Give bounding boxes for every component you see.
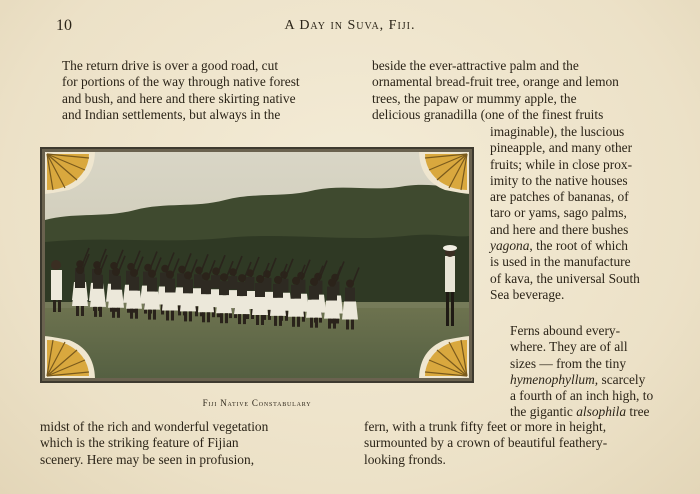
text-line: where. They are of all (510, 339, 628, 355)
fan-ornament-bottom-right (419, 336, 469, 378)
italic-term: hymenophyllum, (510, 371, 599, 387)
text-line: looking fronds. (364, 451, 446, 467)
fan-ornament-top-left (45, 152, 95, 194)
text-line: and here and there bushes (490, 221, 629, 237)
text-line: a fourth of an inch high, to (510, 388, 654, 404)
text-line: is used in the manufacture (490, 254, 631, 270)
text-line: and bush, and here and there skirting native (62, 90, 296, 106)
text-line: surmounted by a crown of beautiful feathery- (364, 435, 608, 451)
fan-ornament-top-right (419, 152, 469, 194)
text-line: midst of the rich and wonderful vegetation (40, 419, 269, 434)
text-fragment: tree (626, 404, 650, 420)
photo-illustration (45, 152, 469, 378)
text-line: Sea beverage. (490, 286, 565, 302)
text-line: Ferns abound every- (510, 323, 621, 338)
italic-term: alsophila (576, 404, 627, 420)
text-line: The return drive is over a good road, cut (62, 58, 279, 73)
text-line: sizes — from the tiny (510, 355, 627, 371)
text-line: for portions of the way through native forest (62, 74, 300, 90)
text-line: delicious granadilla (one of the finest fruits (372, 106, 604, 122)
running-title: A Day in Suva, Fiji. (284, 18, 416, 33)
text-line: beside the ever-attractive palm and the (372, 58, 579, 73)
text-line: trees, the papaw or mummy apple, the (372, 90, 577, 106)
text-line (482, 238, 666, 254)
text-line (482, 372, 666, 388)
ferns-paragraph (482, 323, 666, 421)
left-column-bottom-paragraph (40, 419, 334, 468)
text-fragment: the gigantic (510, 404, 577, 420)
text-line: and Indian settlements, but always in the (62, 106, 281, 122)
text-line: of kava, the universal South (490, 270, 640, 286)
text-line: taro or yams, sago palms, (490, 205, 627, 221)
text-line: ornamental bread-fruit tree, orange and lemon (372, 74, 619, 90)
fan-ornament-bottom-left (45, 336, 95, 378)
italic-term: yagona (490, 238, 530, 254)
text-line: scenery. Here may be seen in profusion, (40, 451, 255, 467)
text-line: pineapple, and many other (490, 140, 633, 156)
right-column-top-paragraph (372, 58, 666, 123)
page-number: 10 (56, 17, 72, 34)
text-line: which is the striking feature of Fijian (40, 435, 239, 451)
text-fragment: scarcely (598, 371, 646, 387)
right-column-side-paragraph (482, 124, 666, 303)
text-line: fruits; while in close prox- (490, 156, 633, 172)
text-line: fern, with a trunk fifty feet or more in height, (364, 419, 607, 434)
constabulary-photo (45, 152, 469, 378)
text-line: imaginable), the luscious (490, 124, 625, 139)
photo-plate (40, 147, 474, 383)
text-line: imity to the native houses (490, 172, 628, 188)
text-line: are patches of bananas, of (490, 189, 629, 205)
photo-caption: Fiji Native Constabulary (202, 398, 312, 408)
right-column-bottom-paragraph (364, 419, 666, 468)
left-column-top-paragraph (40, 58, 338, 123)
text-fragment: , the root of which (529, 238, 628, 254)
